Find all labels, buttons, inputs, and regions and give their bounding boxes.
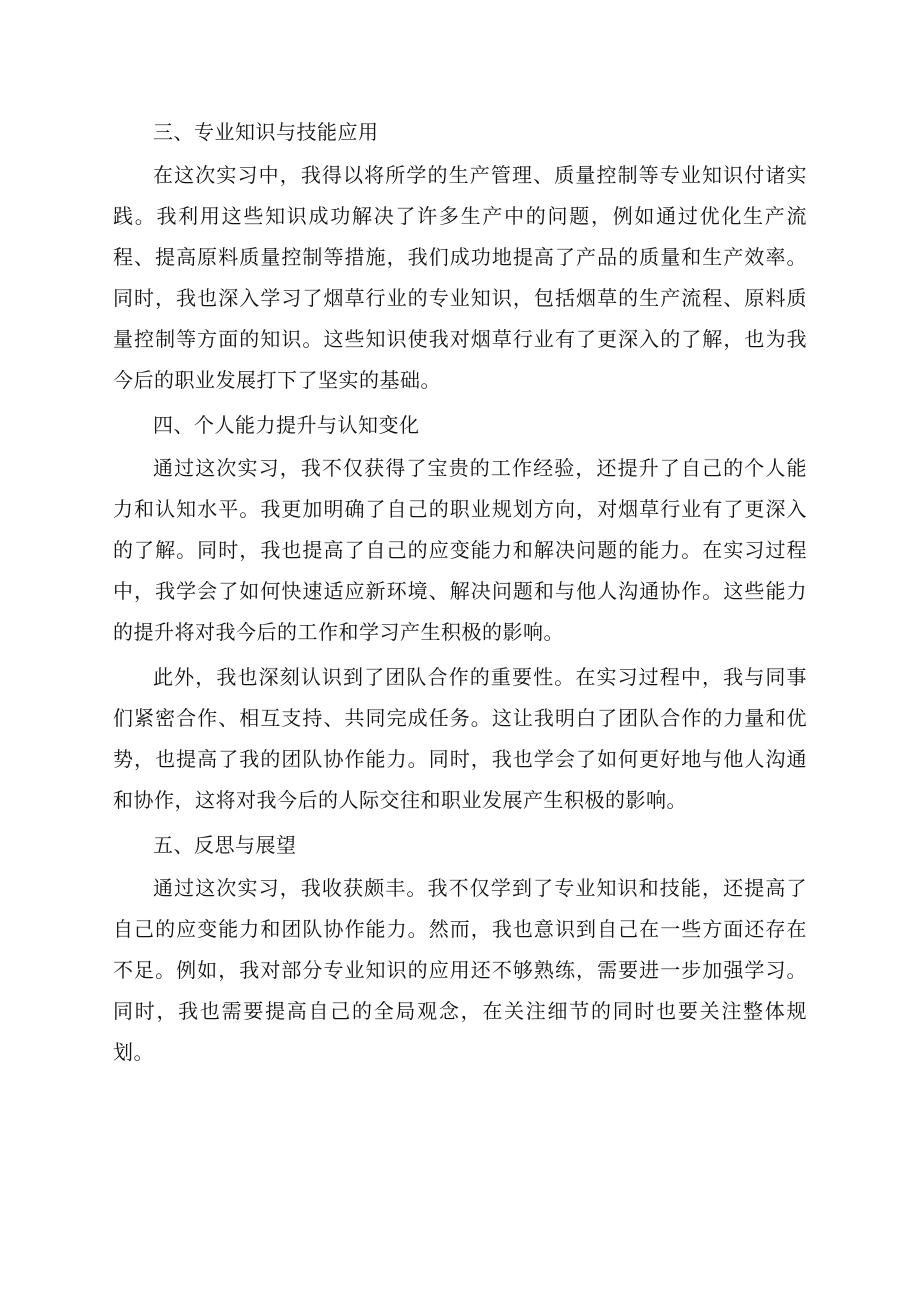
section-4-paragraph-1: 通过这次实习，我不仅获得了宝贵的工作经验，还提升了自己的个人能力和认知水平。我更加明确了自己的职业规划方向，对烟草行业有了更深入的了解。同时，我也提高了自己的应变能力和解决问题的能力。在实习过程中，我学会了如何快速适应新环境、解决问题和与他人沟通协作。这些能力的提升将对我今后的工作和学习产生积极的影响。 [113, 456, 807, 644]
section-heading-5: 五、反思与展望 [153, 833, 297, 857]
section-5-paragraph-1: 通过这次实习，我收获颇丰。我不仅学到了专业知识和技能，还提高了自己的应变能力和团队协作能力。然而，我也意识到自己在一些方面还存在不足。例如，我对部分专业知识的应用还不够熟练，需要进一步加强学习。同时，我也需要提高自己的全局观念，在关注细节的同时也要关注整体规划。 [113, 876, 807, 1064]
section-4-paragraph-2: 此外，我也深刻认识到了团队合作的重要性。在实习过程中，我与同事们紧密合作、相互支持、共同完成任务。这让我明白了团队合作的力量和优势，也提高了我的团队协作能力。同时，我也学会了如何更好地与他人沟通和协作，这将对我今后的人际交往和职业发展产生积极的影响。 [113, 665, 807, 812]
document-body [113, 112, 807, 1077]
section-3-paragraph-1: 在这次实习中，我得以将所学的生产管理、质量控制等专业知识付诸实践。我利用这些知识成功解决了许多生产中的问题，例如通过优化生产流程、提高原料质量控制等措施，我们成功地提高了产品的质量和生产效率。同时，我也深入学习了烟草行业的专业知识，包括烟草的生产流程、原料质量控制等方面的知识。这些知识使我对烟草行业有了更深入的了解，也为我今后的职业发展打下了坚实的基础。 [113, 163, 807, 392]
section-heading-4: 四、个人能力提升与认知变化 [153, 413, 420, 437]
section-heading-3: 三、专业知识与技能应用 [153, 120, 379, 144]
